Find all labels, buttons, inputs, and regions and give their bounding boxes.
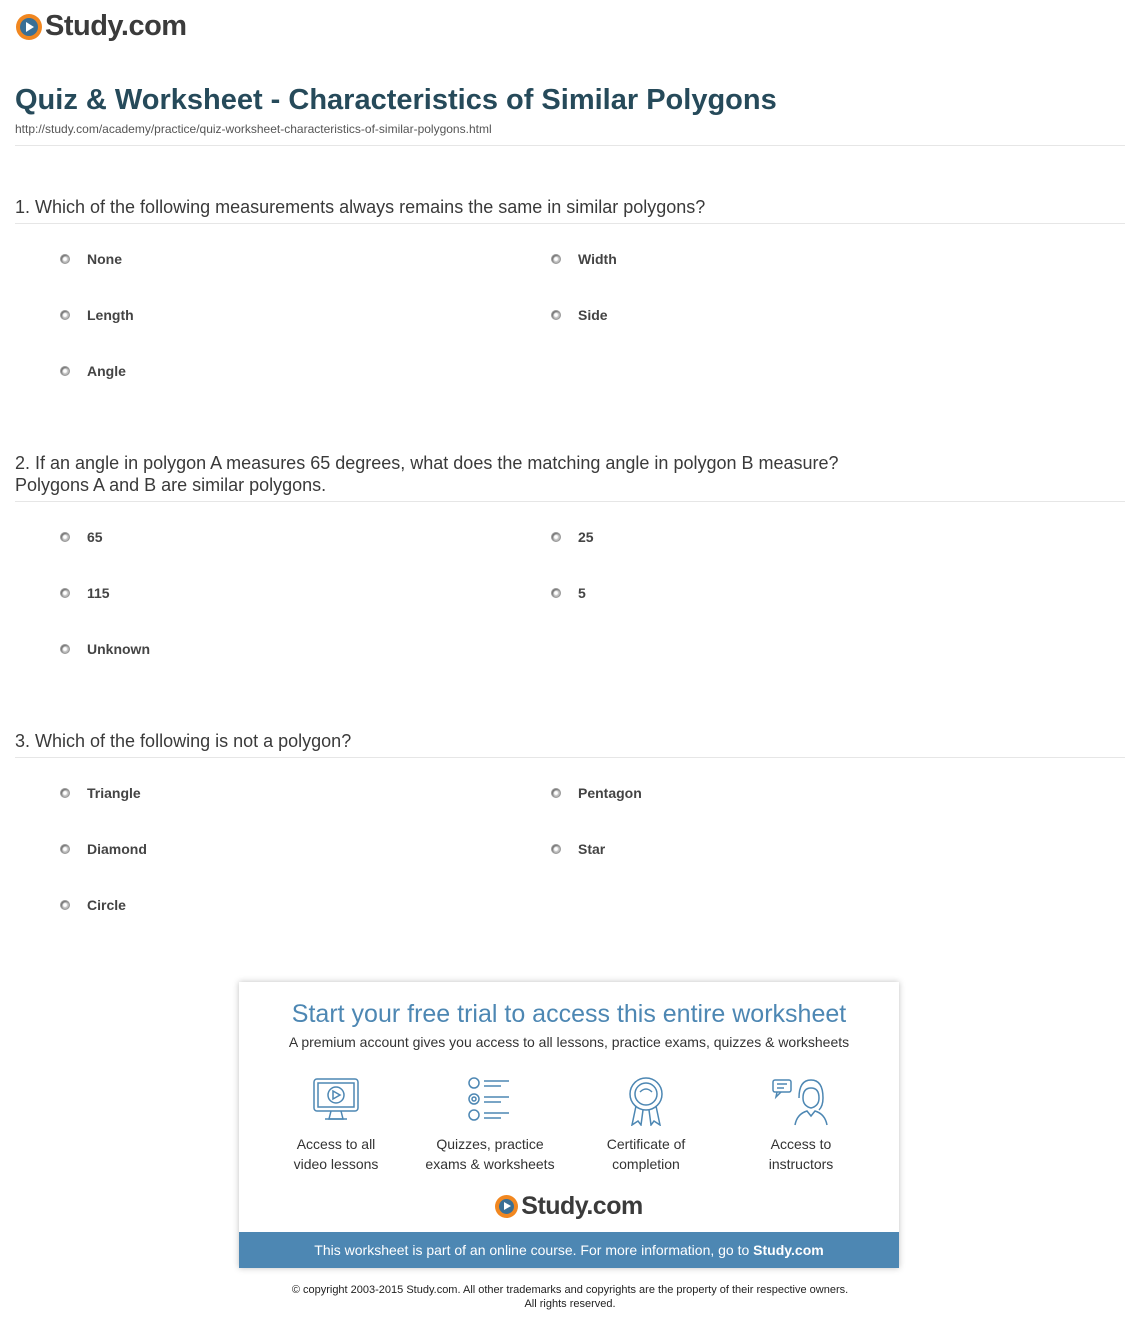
divider bbox=[15, 501, 1125, 502]
logo-text: Study.com bbox=[45, 10, 187, 42]
promo-title[interactable]: Start your free trial to access this entire worksheet bbox=[291, 1000, 847, 1028]
feature-instructors bbox=[726, 1076, 876, 1174]
video-monitor-icon bbox=[311, 1076, 361, 1126]
option-label: Circle bbox=[87, 897, 126, 913]
radio-button[interactable] bbox=[60, 532, 70, 542]
option-label: Side bbox=[578, 307, 608, 323]
q2-option-2[interactable] bbox=[551, 529, 594, 545]
option-label: Length bbox=[87, 307, 134, 323]
question-1: 1. Which of the following measurements always remains the same in similar polygons? bbox=[15, 197, 706, 217]
feature-label-line2: completion bbox=[612, 1156, 680, 1172]
radio-button[interactable] bbox=[551, 788, 561, 798]
footer bbox=[0, 1283, 1140, 1311]
option-label: 5 bbox=[578, 585, 586, 601]
option-label: 65 bbox=[87, 529, 103, 545]
feature-label-line1: Access to all bbox=[296, 1136, 376, 1152]
radio-button[interactable] bbox=[60, 588, 70, 598]
certificate-ribbon-icon bbox=[621, 1076, 671, 1126]
radio-button[interactable] bbox=[60, 844, 70, 854]
feature-video-lessons bbox=[261, 1076, 411, 1174]
option-label: None bbox=[87, 251, 122, 267]
q1-option-3[interactable] bbox=[60, 307, 134, 323]
study-link[interactable]: Study.com bbox=[753, 1242, 824, 1258]
q3-option-1[interactable] bbox=[60, 785, 141, 801]
q3-option-4[interactable] bbox=[551, 841, 605, 857]
option-label: Unknown bbox=[87, 641, 150, 657]
radio-button[interactable] bbox=[60, 310, 70, 320]
feature-label-line2: video lessons bbox=[293, 1156, 379, 1172]
option-label: Angle bbox=[87, 363, 126, 379]
q2-option-1[interactable] bbox=[60, 529, 103, 545]
q2-option-3[interactable] bbox=[60, 585, 110, 601]
q3-option-3[interactable] bbox=[60, 841, 147, 857]
checklist-icon bbox=[465, 1076, 515, 1126]
divider bbox=[15, 223, 1125, 224]
option-label: Width bbox=[578, 251, 617, 267]
radio-button[interactable] bbox=[60, 788, 70, 798]
course-info-bar[interactable] bbox=[239, 1232, 899, 1268]
radio-button[interactable] bbox=[551, 588, 561, 598]
feature-quizzes bbox=[415, 1076, 565, 1174]
option-label: Triangle bbox=[87, 785, 141, 801]
option-label: Pentagon bbox=[578, 785, 642, 801]
radio-button[interactable] bbox=[60, 254, 70, 264]
q2-option-5[interactable] bbox=[60, 641, 150, 657]
promo-subtitle: A premium account gives you access to all lessons, practice exams, quizzes & worksheets bbox=[288, 1034, 850, 1050]
feature-label-line1: Certificate of bbox=[606, 1136, 686, 1152]
q3-option-2[interactable] bbox=[551, 785, 642, 801]
option-label: 25 bbox=[578, 529, 594, 545]
divider bbox=[15, 757, 1125, 758]
free-trial-promo bbox=[239, 982, 899, 1268]
rights-text: All rights reserved. bbox=[524, 1298, 616, 1310]
option-label: Star bbox=[578, 841, 606, 857]
q1-option-4[interactable] bbox=[551, 307, 608, 323]
q2-option-4[interactable] bbox=[551, 585, 586, 601]
radio-button[interactable] bbox=[551, 310, 561, 320]
instructor-chat-icon bbox=[771, 1076, 831, 1126]
option-label: 115 bbox=[87, 585, 110, 601]
copyright-text: © copyright 2003-2015 Study.com. All other trademarks and copyrights are the property of their respective owners. bbox=[291, 1284, 849, 1296]
feature-label-line1: Quizzes, practice bbox=[436, 1136, 544, 1152]
promo-study-logo[interactable] bbox=[239, 1192, 899, 1221]
divider bbox=[15, 145, 1125, 146]
radio-button[interactable] bbox=[551, 254, 561, 264]
page-url: http://study.com/academy/practice/quiz-worksheet-characteristics-of-similar-polygons.html bbox=[15, 122, 492, 136]
option-label: Diamond bbox=[87, 841, 147, 857]
question-2: 2. If an angle in polygon A measures 65 degrees, what does the matching angle in polygon B measure? Polygons A and B are similar polygons. bbox=[15, 453, 839, 495]
feature-label-line2: instructors bbox=[768, 1156, 834, 1172]
page-title: Quiz & Worksheet - Characteristics of Similar Polygons bbox=[15, 84, 777, 116]
course-info-text: This worksheet is part of an online course. For more information, go to bbox=[314, 1242, 754, 1258]
study-play-icon bbox=[495, 1195, 518, 1218]
question-3: 3. Which of the following is not a polygon? bbox=[15, 731, 352, 751]
q1-option-5[interactable] bbox=[60, 363, 126, 379]
radio-button[interactable] bbox=[60, 366, 70, 376]
study-logo[interactable] bbox=[16, 10, 187, 43]
study-play-icon bbox=[16, 14, 42, 40]
feature-label-line2: exams & worksheets bbox=[425, 1156, 555, 1172]
radio-button[interactable] bbox=[551, 532, 561, 542]
radio-button[interactable] bbox=[60, 644, 70, 654]
q1-option-1[interactable] bbox=[60, 251, 122, 267]
radio-button[interactable] bbox=[551, 844, 561, 854]
feature-certificate bbox=[571, 1076, 721, 1174]
radio-button[interactable] bbox=[60, 900, 70, 910]
feature-label-line1: Access to bbox=[770, 1136, 832, 1152]
promo-logo-text: Study.com bbox=[521, 1192, 643, 1220]
q1-option-2[interactable] bbox=[551, 251, 617, 267]
q3-option-5[interactable] bbox=[60, 897, 126, 913]
